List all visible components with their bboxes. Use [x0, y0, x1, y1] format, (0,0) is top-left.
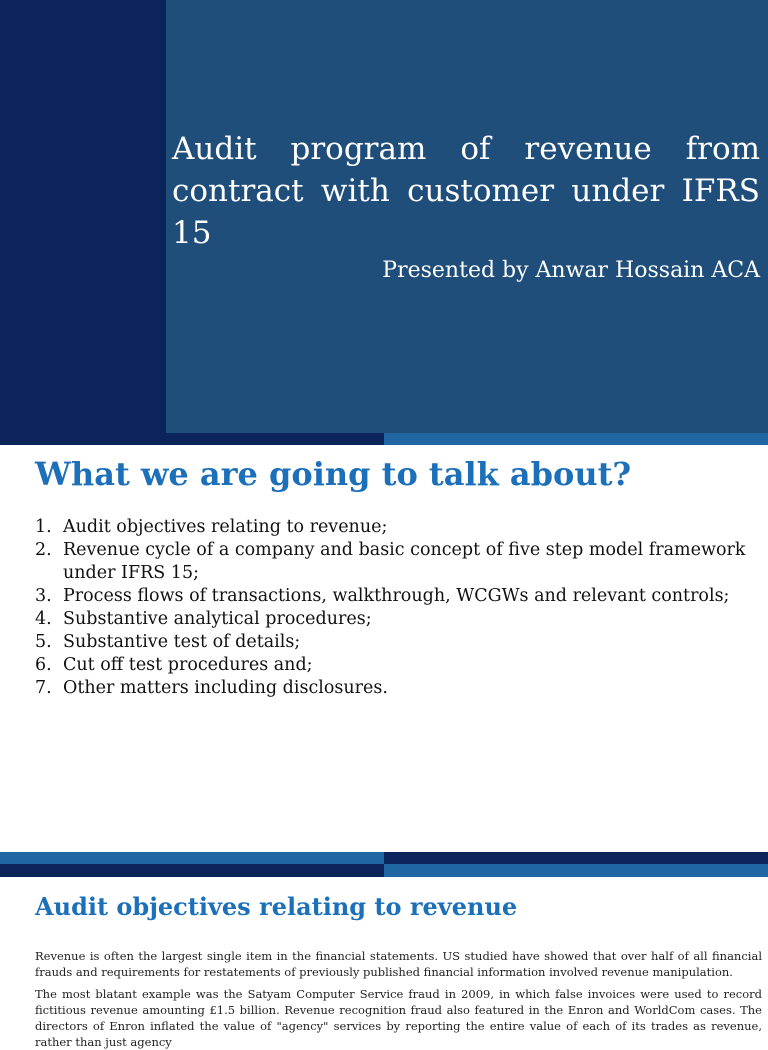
agenda-item-number: 5.: [35, 632, 52, 652]
agenda-item-number: 2.: [35, 540, 52, 560]
agenda-item: [35, 585, 755, 608]
section-heading: Audit objectives relating to revenue: [35, 892, 518, 921]
slide-divider-stripe-light: [0, 852, 384, 864]
agenda-item-number: 1.: [35, 517, 52, 537]
slide-divider-stripe-light: [384, 864, 768, 877]
presenter-line: Presented by Anwar Hossain ACA: [382, 258, 760, 283]
agenda-item: [35, 608, 755, 631]
agenda-item: [35, 516, 755, 539]
body-paragraph: Revenue is often the largest single item in the financial statements. US studied have showed that over half of all financial frauds and requirements for restatements of previously published financial information involved revenue manipulation.: [35, 949, 762, 979]
agenda-item-text: Cut off test procedures and;: [63, 655, 313, 675]
slide-divider-stripe-dark: [0, 864, 384, 877]
slide-divider-stripe-dark: [0, 433, 384, 445]
agenda-item-number: 6.: [35, 655, 52, 675]
body-paragraph: The most blatant example was the Satyam Computer Service fraud in 2009, in which false invoices were used to record fictitious revenue amounting £1.5 billion. Revenue recognition fraud also featured in the Enron and WorldCom cases. The directors of Enron inflated the value of "agency" services by reporting the entire value of each of its trades as revenue, rather than just agency: [35, 987, 762, 1049]
agenda-list: [35, 516, 755, 700]
title-slide-side-panel: [0, 0, 166, 433]
agenda-item-number: 3.: [35, 586, 52, 606]
agenda-item-text: Other matters including disclosures.: [63, 678, 388, 698]
presentation-title: Audit program of revenue from contract with customer under IFRS 15: [172, 131, 760, 251]
agenda-item: [35, 677, 755, 700]
agenda-heading: What we are going to talk about?: [35, 455, 632, 493]
agenda-item-number: 4.: [35, 609, 52, 629]
agenda-item: [35, 654, 755, 677]
agenda-item-text: Substantive analytical procedures;: [63, 609, 372, 629]
agenda-item: [35, 539, 755, 585]
slide-divider-stripe-light: [384, 433, 768, 445]
agenda-item-text: Process flows of transactions, walkthrough, WCGWs and relevant controls;: [63, 586, 730, 606]
agenda-item: [35, 631, 755, 654]
title-slide: [0, 0, 768, 445]
agenda-item-text: Substantive test of details;: [63, 632, 301, 652]
agenda-item-number: 7.: [35, 678, 52, 698]
slide-divider-stripe-dark: [384, 852, 768, 864]
agenda-item-text: Revenue cycle of a company and basic concept of five step model framework under IFRS 15;: [63, 540, 746, 583]
agenda-item-text: Audit objectives relating to revenue;: [63, 517, 388, 537]
